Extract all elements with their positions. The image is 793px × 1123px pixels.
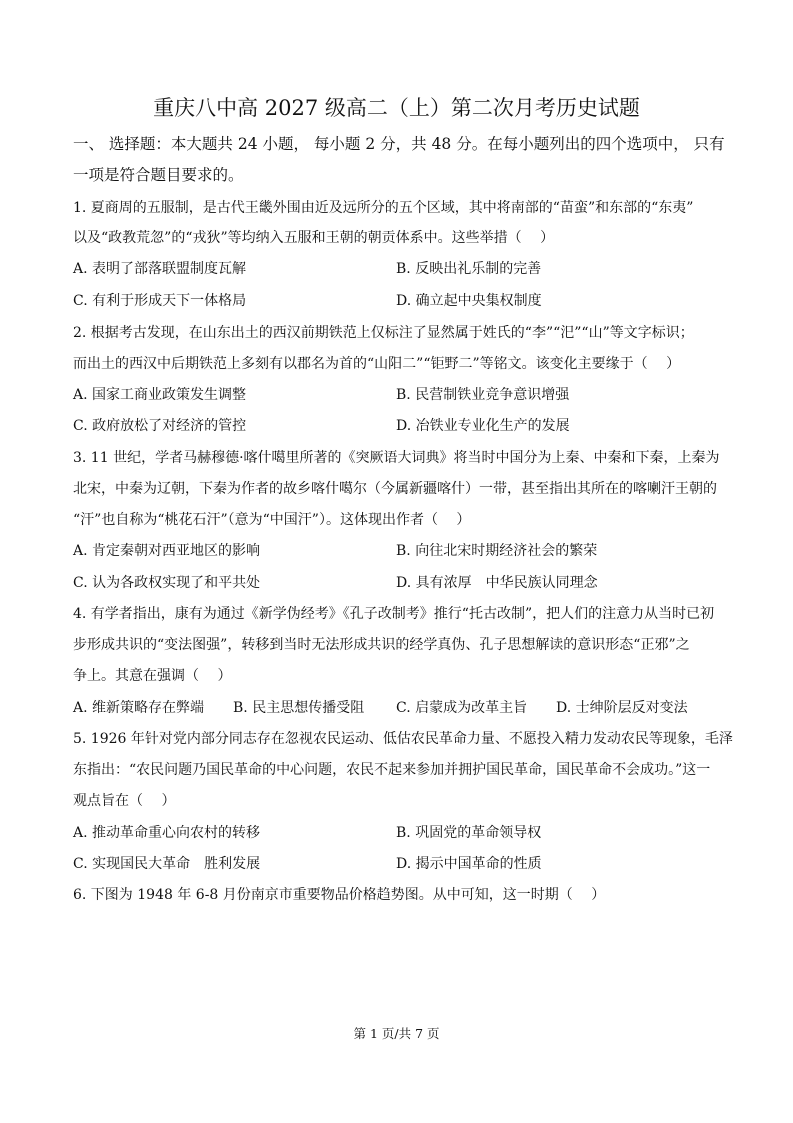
option-c: C. 有利于形成天下一体格局	[73, 293, 247, 309]
option-b: B. 民主思想传播受阻	[233, 700, 365, 716]
question-stem-line: 争上。其意在强调（ ）	[73, 668, 232, 684]
option-d: D. 士绅阶层反对变法	[556, 700, 688, 716]
option-a: A. 表明了部落联盟制度瓦解	[73, 261, 247, 277]
option-b: B. 反映出礼乐制的完善	[396, 261, 542, 277]
question-stem-line: 观点旨在（ ）	[73, 793, 176, 809]
option-c: C. 认为各政权实现了和平共处	[73, 575, 261, 591]
option-c: C. 政府放松了对经济的管控	[73, 418, 247, 434]
question-stem-line: 4. 有学者指出，康有为通过《新学伪经考》《孔子改制考》推行“托古改制”，把人们的注意力从当时已初	[73, 606, 715, 622]
page-footer: 第 1 页/共 7 页	[353, 1026, 440, 1041]
option-d: D. 确立起中央集权制度	[396, 293, 542, 309]
option-b: B. 民营制铁业竞争意识增强	[396, 387, 570, 403]
option-d: D. 具有浓厚 中华民族认同理念	[396, 575, 598, 591]
option-a: A. 国家工商业政策发生调整	[73, 387, 247, 403]
option-b: B. 巩固党的革命领导权	[396, 825, 542, 841]
option-a: A. 推动革命重心向农村的转移	[73, 825, 261, 841]
option-d: D. 揭示中国革命的性质	[396, 856, 542, 872]
question-stem-line: 而出土的西汉中后期铁范上多刻有以郡名为首的“山阳二”“钜野二”等铭文。该变化主要缘于（ ）	[73, 356, 681, 372]
page-title: 重庆八中高 2027 级高二（上）第二次月考历史试题	[153, 96, 640, 120]
question-stem-line: 5. 1926 年针对党内部分同志存在忽视农民运动、低估农民革命力量、不愿投入精力发动农民等现象，毛泽	[73, 731, 733, 747]
section-instructions-line-1: 一、 选择题：本大题共 24 小题， 每小题 2 分，共 48 分。在每小题列出的四个选项中， 只有	[73, 135, 725, 153]
question-stem-line: “汗”也自称为“桃花石汗”（意为“中国汗”）。这体现出作者（ ）	[73, 512, 471, 528]
question-stem-line: 东指出：“农民问题乃国民革命的中心问题，农民不起来参加并拥护国民革命，国民革命不会成功。”这一	[73, 762, 711, 778]
section-instructions-line-2: 一项是符合题目要求的。	[73, 166, 244, 184]
question-stem-line: 步形成共识的“变法图强”，转移到当时无法形成共识的经学真伪、孔子思想解读的意识形态“正邪”之	[73, 637, 690, 653]
question-stem-line: 北宋，中秦为辽朝，下秦为作者的故乡喀什噶尔（今属新疆喀什）一带，甚至指出其所在的喀喇汗王朝的	[73, 481, 717, 497]
option-c: C. 启蒙成为改革主旨	[396, 700, 528, 716]
option-a: A. 肯定秦朝对西亚地区的影响	[73, 543, 261, 559]
question-stem-line: 6. 下图为 1948 年 6-8 月份南京市重要物品价格趋势图。从中可知，这一时期（ ）	[73, 887, 606, 903]
question-stem-line: 2. 根据考古发现，在山东出土的西汉前期铁范上仅标注了显然属于姓氏的“李”“汜”“山”等文字标识；	[73, 325, 694, 341]
option-a: A. 维新策略存在弊端	[73, 700, 205, 716]
option-c: C. 实现国民大革命 胜利发展	[73, 856, 261, 872]
question-stem-line: 1. 夏商周的五服制，是古代王畿外围由近及远所分的五个区域，其中将南部的“苗蛮”和东部的“东夷”	[73, 200, 694, 216]
option-b: B. 向往北宋时期经济社会的繁荣	[396, 543, 598, 559]
option-d: D. 冶铁业专业化生产的发展	[396, 418, 570, 434]
question-stem-line: 3. 11 世纪，学者马赫穆德·喀什噶里所著的《突厥语大词典》将当时中国分为上秦、中秦和下秦，上秦为	[73, 450, 720, 466]
question-stem-line: 以及“政教荒忽”的“戎狄”等均纳入五服和王朝的朝贡体系中。这些举措（ ）	[73, 230, 555, 246]
